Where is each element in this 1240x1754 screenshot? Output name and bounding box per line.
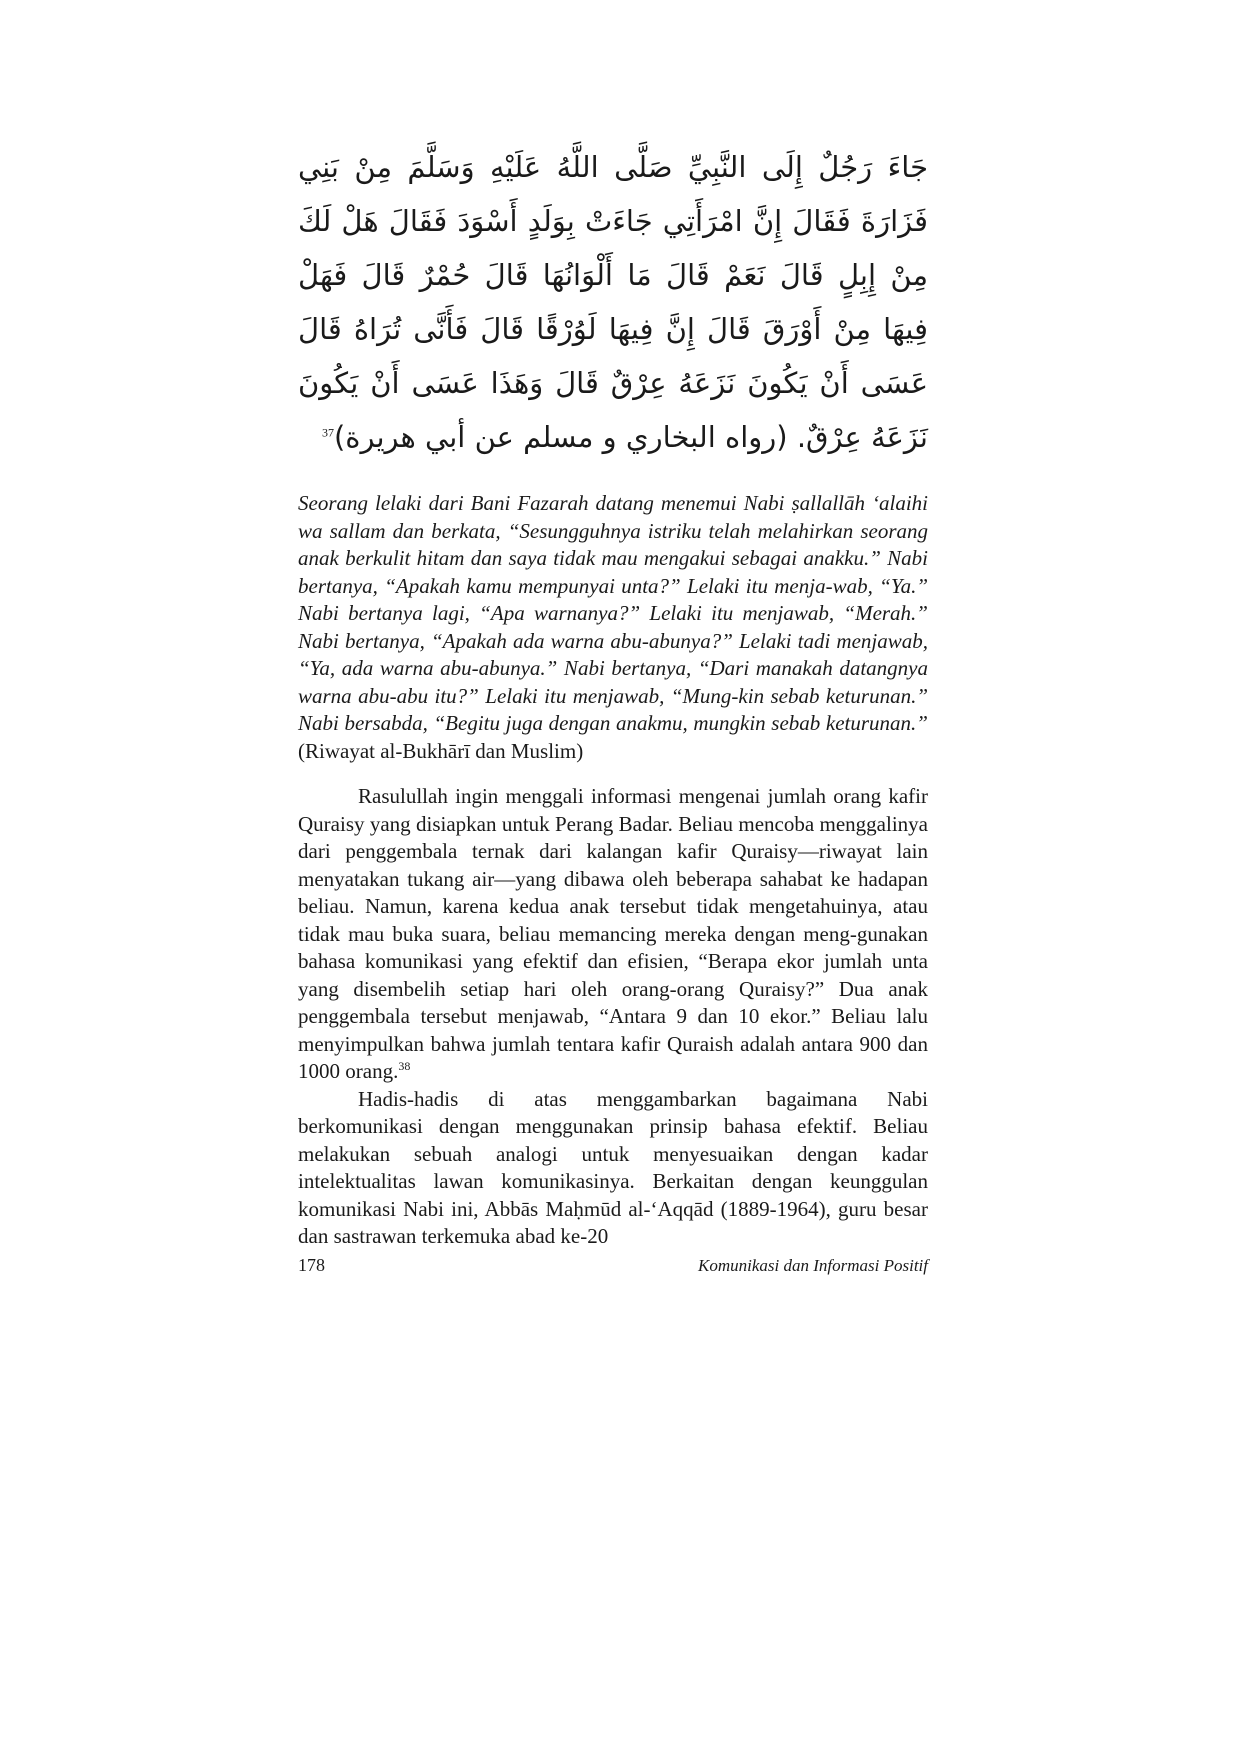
arabic-hadith-text: جَاءَ رَجُلٌ إِلَى النَّبِيِّ صَلَّى اللَّهُ عَلَيْهِ وَسَلَّمَ مِنْ بَنِي فَزَارَةَ فَقَالَ إِنَّ امْرَأَتِي جَاءَتْ بِوَلَدٍ أَسْوَدَ فَقَالَ هَلْ لَكَ مِنْ إِبِلٍ قَالَ نَعَمْ قَالَ مَا أَلْوَانُهَا قَالَ حُمْرٌ قَالَ فَهَلْ فِيهَا مِنْ أَوْرَقَ قَالَ إِنَّ فِيهَا لَوُرْقًا قَالَ فَأَنَّى تُرَاهُ قَالَ عَسَى أَنْ يَكُونَ نَزَعَهُ عِرْقٌ قَالَ وَهَذَا عَسَى أَنْ يَكُونَ نَزَعَهُ عِرْقٌ. (رواه البخاري و مسلم عن أبي هريرة) <box>298 150 928 454</box>
arabic-hadith <box>298 140 928 464</box>
hadith-translation <box>298 490 928 765</box>
paragraph-text: Rasulullah ingin menggali informasi mengenai jumlah orang kafir Quraisy yang disiapkan untuk Perang Badar. Beliau mencoba menggalinya dari penggembala ternak dari kalangan kafir Quraisy—riwayat lain menyatakan tukang air—yang dibawa oleh beberapa sahabat ke hadapan beliau. Namun, karena kedua anak tersebut tidak mengetahuinya, atau tidak mau buka suara, beliau memancing mereka dengan meng-gunakan bahasa komunikasi yang efektif dan efisien, “Berapa ekor jumlah unta yang disembelih setiap hari oleh orang-orang Quraisy?” Dua anak penggembala tersebut menjawab, “Antara 9 dan 10 ekor.” Beliau lalu menyimpulkan bahwa jumlah tentara kafir Quraish adalah antara 900 dan 1000 orang. <box>298 784 928 1083</box>
translation-source: (Riwayat al-Bukhārī dan Muslim) <box>298 738 584 763</box>
page-content <box>298 140 928 1251</box>
body-paragraph-1 <box>298 783 928 1086</box>
paragraph-text: Hadis-hadis di atas menggambarkan bagaimana Nabi berkomunikasi dengan menggunakan prinsip bahasa efektif. Beliau melakukan sebuah analogi untuk menyesuaikan dengan kadar intelektualitas lawan komunikasinya. Berkaitan dengan keunggulan komunikasi Nabi ini, Abbās Maḥmūd al-‘Aqqād (1889-1964), guru besar dan sastrawan terkemuka abad ke-20 <box>298 1086 928 1248</box>
body-paragraph-2 <box>298 1086 928 1251</box>
footnote-marker-38: 38 <box>398 1059 411 1073</box>
page-footer <box>298 1255 928 1276</box>
running-title: Komunikasi dan Informasi Positif <box>698 1256 928 1275</box>
footnote-marker-37: 37 <box>321 425 334 440</box>
translation-text: Seorang lelaki dari Bani Fazarah datang menemui Nabi ṣallallāh ‘alaihi wa sallam dan berkata, “Sesungguhnya istriku telah melahirkan seorang anak berkulit hitam dan saya tidak mau mengakui sebagai anakku.” Nabi bertanya, “Apakah kamu mempunyai unta?” Lelaki itu menja-wab, “Ya.” Nabi bertanya lagi, “Apa warnanya?” Lelaki itu menjawab, “Merah.” Nabi bertanya, “Apakah ada warna abu-abunya?” Lelaki tadi menjawab, “Ya, ada warna abu-abunya.” Nabi bertanya, “Dari manakah datangnya warna abu-abu itu?” Lelaki itu menjawab, “Mung-kin sebab keturunan.” Nabi bersabda, “Begitu juga dengan anakmu, mungkin sebab keturunan.” <box>298 491 928 735</box>
page-number: 178 <box>298 1255 325 1275</box>
